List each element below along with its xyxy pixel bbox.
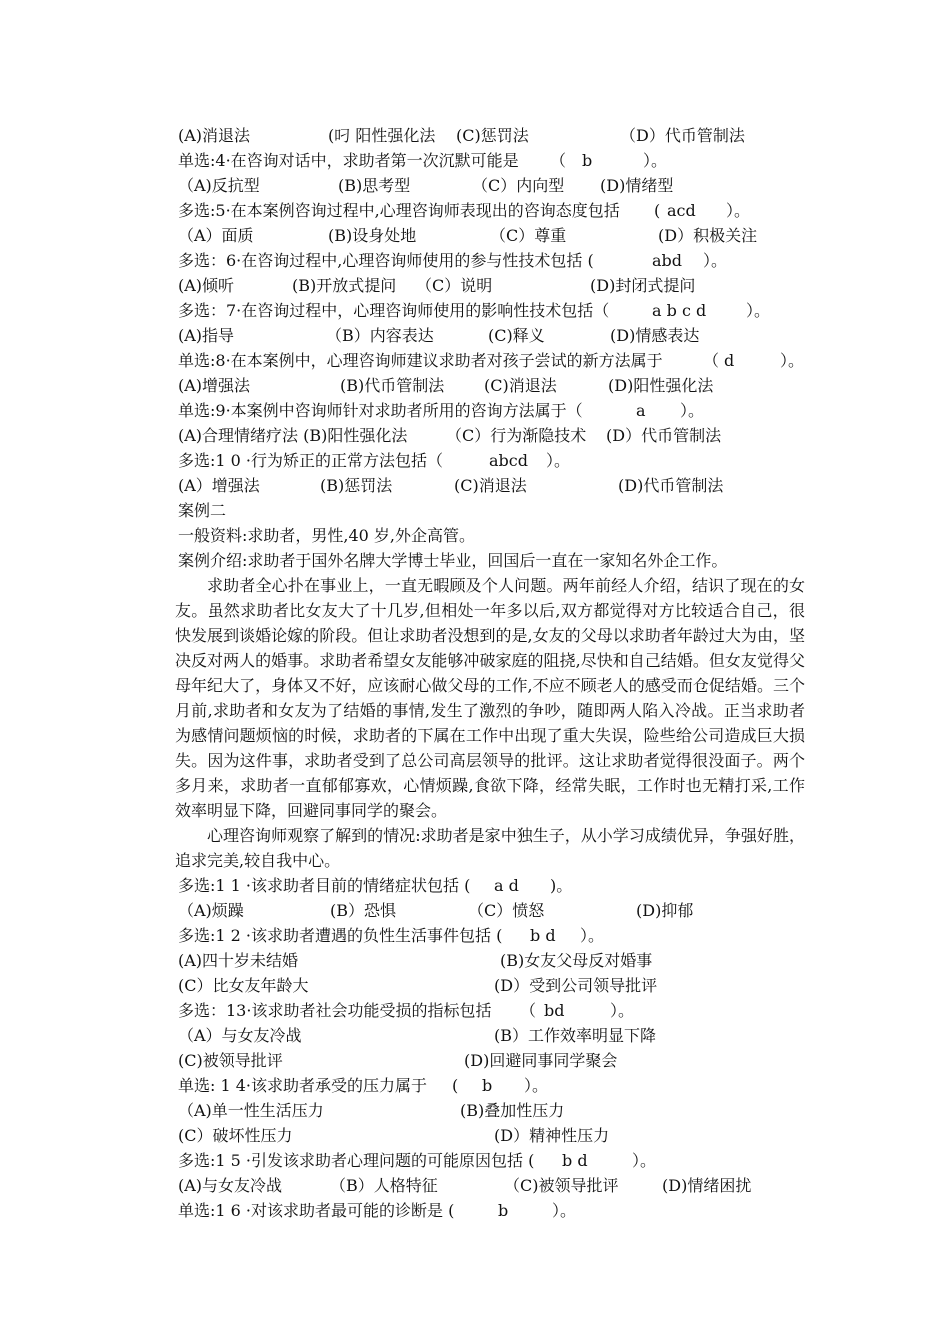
answer-options [0,123,950,148]
option-d: (D）受到公司领导批评 [494,976,658,995]
option-d: (D）代币管制法 [606,426,722,445]
answer-close-paren: ）。 [632,1151,657,1170]
answer-options [0,223,950,248]
question-text: 多选:1 1 ·该求助者目前的情绪症状包括 ( [178,876,471,895]
answer-options [0,373,950,398]
question-text: 多选:1 5 ·引发该求助者心理问题的可能原因包括 ( [178,1151,535,1170]
question-13 [0,998,950,1023]
answer-options [0,1098,950,1123]
option-b: （B）内容表达 [326,326,434,345]
case-heading [0,498,950,523]
option-b: (B)思考型 [338,176,411,195]
answer-options [0,1048,950,1073]
answer-close-paren: ）。 [746,301,771,320]
question-text: 单选:4·在咨询对话中，求助者第一次沉默可能是 [178,151,519,170]
option-c: (C)释义 [488,326,545,345]
option-c: （C）内向型 [472,176,565,195]
option-c: （C）尊重 [490,226,567,245]
option-c: （C）愤怒 [468,901,545,920]
question-text: 单选:9·本案例中咨询师针对求助者所用的咨询方法属于（ [178,401,583,420]
option-b: （B）人格特征 [330,1176,438,1195]
question-4 [0,148,950,173]
option-d: (D）积极关注 [658,226,758,245]
question-text: 单选:8·在本案例中，心理咨询师建议求助者对孩子尝试的新方法属于 [178,351,663,370]
question-text: 多选:1 0 ·行为矫正的正常方法包括（ [178,451,444,470]
option-d: (D)抑郁 [636,901,694,920]
answer-options [0,973,950,998]
option-a: (A)与女友冷战 [178,1176,283,1195]
option-b: (B)开放式提问 [292,276,397,295]
general-info [0,523,950,548]
answer-value: bd [544,1001,565,1020]
option-a-b: (A)合理情绪疗法 (B)阳性强化法 [178,426,408,445]
answer-options [0,173,950,198]
answer-options [0,473,950,498]
answer-close-paren: ）。 [680,401,705,420]
option-c: （C)被领导批评 [504,1176,619,1195]
option-d: (D)阳性强化法 [608,376,714,395]
option-c: (C)消退法 [484,376,557,395]
option-b: (B）恐惧 [330,901,397,920]
option-b: (B)女友父母反对婚事 [500,951,653,970]
counselor-observation: 心理咨询师观察了解到的情况:求助者是家中独生子，从小学习成绩优异，争强好胜，追求完美,较自我中心。 [175,826,805,870]
option-c: （C）说明 [416,276,493,295]
answer-value: abcd [489,451,528,470]
option-c: （C）行为渐隐技术 [446,426,587,445]
option-a: （A)单一性生活压力 [178,1101,324,1120]
option-c: (C)消退法 [454,476,527,495]
question-text: 多选:1 2 ·该求助者遭遇的负性生活事件包括 ( [178,926,503,945]
question-9 [0,398,950,423]
option-b: (B)叠加性压力 [460,1101,565,1120]
option-d: (D)封闭式提问 [590,276,696,295]
question-text: 单选: 1 4·该求助者承受的压力属于 [178,1076,428,1095]
option-d: (D)情感表达 [610,326,700,345]
option-c: (C）破坏性压力 [178,1126,293,1145]
answer-close-paren: ）。 [643,151,668,170]
answer-options [0,1023,950,1048]
option-a: (A)倾听 [178,276,235,295]
option-c: (C)被领导批评 [178,1051,283,1070]
answer-close-paren: ）。 [524,1076,549,1095]
option-a: (A)指导 [178,326,235,345]
answer-options [0,898,950,923]
option-b: (B)代币管制法 [340,376,445,395]
answer-close-paren: ）。 [703,251,728,270]
question-6 [0,248,950,273]
option-d: (D)情绪困扰 [662,1176,752,1195]
question-8 [0,348,950,373]
answer-open-paren: （ [550,151,567,170]
question-text: 多选：6·在咨询过程中,心理咨询师使用的参与性技术包括 ( [178,251,594,270]
option-d: (D）精神性压力 [494,1126,610,1145]
answer-options [0,423,950,448]
question-text: 多选：13·该求助者社会功能受损的指标包括 [178,1001,492,1020]
option-a: （A)反抗型 [178,176,260,195]
case-intro-text: 案例介绍:求助者于国外名牌大学博士毕业，回国后一直在一家知名外企工作。 [178,551,728,570]
case-intro [0,548,950,573]
answer-close-paren: ）。 [580,926,605,945]
answer-options [0,948,950,973]
option-a: (A)增强法 [178,376,251,395]
answer-close-paren: ）。 [780,351,805,370]
option-c: (C）比女友年龄大 [178,976,309,995]
answer-value: acd [667,201,696,220]
answer-open-paren: （ [703,351,720,370]
option-b: (B）工作效率明显下降 [494,1026,657,1045]
answer-options [0,323,950,348]
answer-close-paren: ）。 [552,1201,577,1220]
answer-open-paren: ( [452,1076,459,1095]
answer-value: b d [530,926,556,945]
answer-value: b d [562,1151,588,1170]
question-text: 多选:5·在本案例咨询过程中,心理咨询师表现出的咨询态度包括 [178,201,620,220]
option-c: (C)惩罚法 [456,126,529,145]
question-12 [0,923,950,948]
option-b: (B)惩罚法 [320,476,393,495]
answer-value: b [582,151,593,170]
answer-close-paren: ）。 [546,451,571,470]
case-title: 案例二 [178,501,227,520]
answer-value: abd [652,251,683,270]
question-14 [0,1073,950,1098]
option-d: （D）代币管制法 [620,126,745,145]
question-11 [0,873,950,898]
option-b: (叼 阳性强化法 [328,126,436,145]
answer-value: b [498,1201,509,1220]
option-b: (B)设身处地 [328,226,417,245]
option-a: (A）增强法 [178,476,260,495]
option-d: (D)情绪型 [600,176,674,195]
answer-close-paren: )。 [550,876,573,895]
option-d: (D)回避同事同学聚会 [464,1051,618,1070]
question-5 [0,198,950,223]
case-paragraph: 求助者全心扑在事业上，一直无暇顾及个人问题。两年前经人介绍，结识了现在的女友。虽然求助者比女友大了十几岁,但相处一年多以后,双方都觉得对方比较适合自己，很快发展到谈婚论嫁的阶段。但让求助者没想到的是,女友的父母以求助者年龄过大为由，坚决反对两人的婚事。求助者希望女友能够冲破家庭的阻挠,尽快和自己结婚。但女友觉得父母年纪大了，身体又不好，应该耐心做父母的工作,不应不顾老人的感受而仓促结婚。三个月前,求助者和女友为了结婚的事情,发生了激烈的争吵，随即两人陷入冷战。正当求助者为感情问题烦恼的时候，求助者的下属在工作中出现了重大失误，险些给公司造成巨大损失。因为这件事，求助者受到了总公司高层领导的批评。这让求助者觉得很没面子。两个多月来，求助者一直郁郁寡欢，心情烦躁,食欲下降，经常失眠，工作时也无精打采,工作效率明显下降，回避同事同学的聚会。 [175,576,805,820]
answer-value: d [724,351,735,370]
option-a: （A)烦躁 [178,901,244,920]
answer-options [0,1173,950,1198]
option-d: (D)代币管制法 [618,476,724,495]
answer-options [0,273,950,298]
question-10 [0,448,950,473]
answer-close-paren: ）。 [726,201,751,220]
answer-value: a b c d [652,301,707,320]
general-info-text: 一般资料:求助者，男性,40 岁,外企高管。 [178,526,476,545]
answer-value: a [636,401,646,420]
question-15 [0,1148,950,1173]
question-text: 单选:1 6 ·对该求助者最可能的诊断是 ( [178,1201,455,1220]
answer-value: a d [494,876,519,895]
answer-options [0,1123,950,1148]
answer-open-paren: ( [654,201,661,220]
option-a: (A)消退法 [178,126,251,145]
question-text: 多选：7·在咨询过程中，心理咨询师使用的影响性技术包括（ [178,301,610,320]
answer-value: b [482,1076,493,1095]
option-a: (A)四十岁未结婚 [178,951,299,970]
answer-close-paren: ）。 [610,1001,635,1020]
option-a: （A）与女友冷战 [178,1026,302,1045]
question-7 [0,298,950,323]
question-16 [0,1198,950,1223]
answer-open-paren: （ [520,1001,537,1020]
option-a: （A）面质 [178,226,254,245]
